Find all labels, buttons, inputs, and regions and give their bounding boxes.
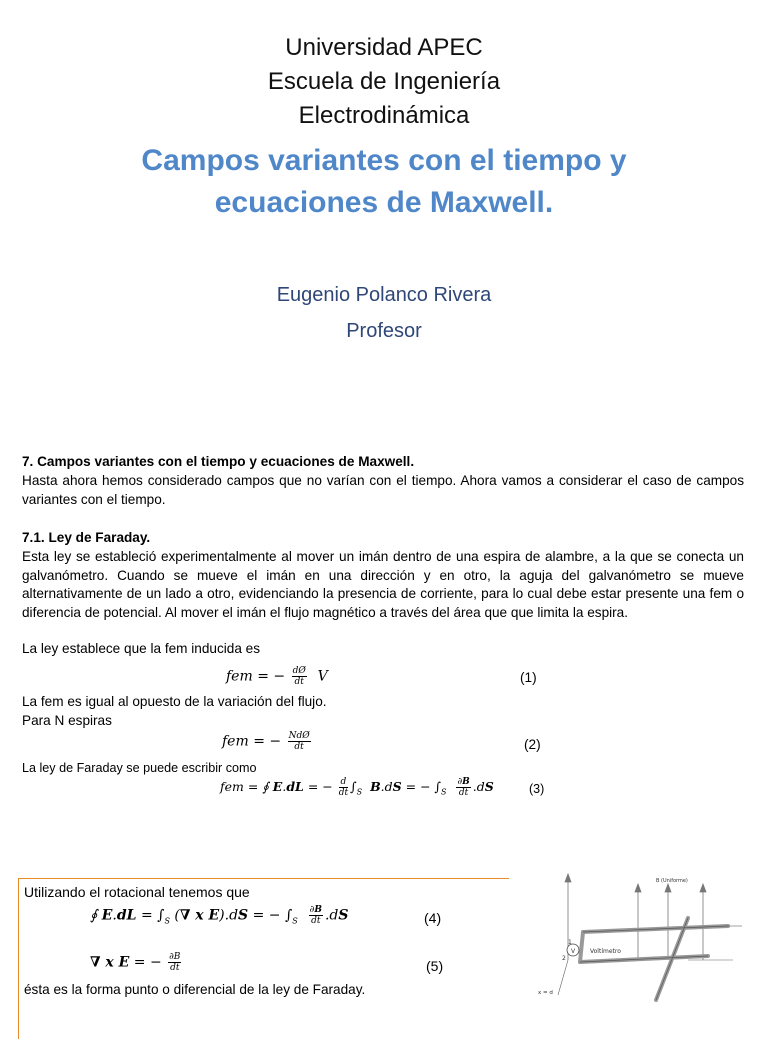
document-title [60,140,708,224]
position-label: x = d [538,990,553,996]
course-name: Electrodinámica [298,102,470,129]
svg-text:V: V [571,948,576,955]
field-arrowhead [700,884,706,892]
point-1-label: 1 [568,939,572,946]
equation-2: fem = − $\frac{\text{NdØ}}{dt}$ [222,731,310,752]
section-7-heading: 7. Campos variantes con el tiempo y ecuaciones de Maxwell. [22,454,415,469]
equation-1: fem = − $\frac{dØ}{dt}$ V [226,666,328,687]
field-arrowhead [665,884,671,892]
school-name: Escuela de Ingeniería [267,68,501,95]
equation-3: fem = ∮ E.dL = − $\frac{d}{dt}$ $\int_S$ B.dS = − $\int_S$ $\frac{\partial B}{dt}$ .dS [220,777,494,798]
field-label: B (Uniforme) [656,878,688,884]
equation-4-number: (4) [424,910,442,926]
voltmeter-label: Voltímetro [590,948,621,955]
field-arrowhead [565,874,571,882]
university-name: Universidad APEC [285,34,483,61]
equation-2-number: (2) [524,737,541,752]
x-axis [558,960,568,995]
equation-5: ∇ x E = − $\frac{\partial B}{dt}$ [90,952,181,973]
equation-3-number: (3) [529,782,545,796]
faraday-rail-figure [528,870,748,1020]
title-line-1: Campos variantes con el tiempo y [141,144,627,177]
field-arrowhead [635,884,641,892]
equation-4: ∮ $E.dL = \int_S$ (∇ x E).dS = − $\int_S$ $\frac{\partial B}{dt}$ .dS [90,905,349,926]
title-line-2: ecuaciones de Maxwell. [214,186,554,219]
equation-1-number: (1) [520,670,537,685]
equation-5-number: (5) [426,958,444,974]
author-name: Eugenio Polanco Rivera [276,284,492,306]
faraday-paragraph: Esta ley se estableció experimentalmente al mover un imán dentro de una espira de alambre, a la que se conecta un galvanómetro. Cuando se mueve el imán en una dirección y en otro, la aguja del galvanómetro se mueve alternativamente de un lado a otro, evidenciando la presencia de corriente, para lo cual debe estar presente una fem o diferencia de potencial. Al mover el imán el flujo magnético a través del área que que limita la espira. [22,549,744,620]
alt-form-label: La ley de Faraday se puede escribir como [22,761,257,775]
section-71-heading: 7.1. Ley de Faraday. [22,530,151,545]
point-form-note: ésta es la forma punto o diferencial de la ley de Faraday. [24,982,366,997]
flux-note: La fem es igual al opuesto de la variación del flujo. [22,694,327,709]
curl-intro: Utilizando el rotacional tenemos que [24,884,250,900]
law-statement: La ley establece que la fem inducida es [22,641,261,656]
section-7-intro: Hasta ahora hemos considerado campos que no varían con el tiempo. Ahora vamos a considerar el caso de campos variantes con el tiempo. [22,473,744,507]
author-role: Profesor [346,320,422,342]
point-2-label: 2 [562,955,566,962]
connector-wire [580,932,583,962]
n-turns-label: Para N espiras [22,713,112,728]
